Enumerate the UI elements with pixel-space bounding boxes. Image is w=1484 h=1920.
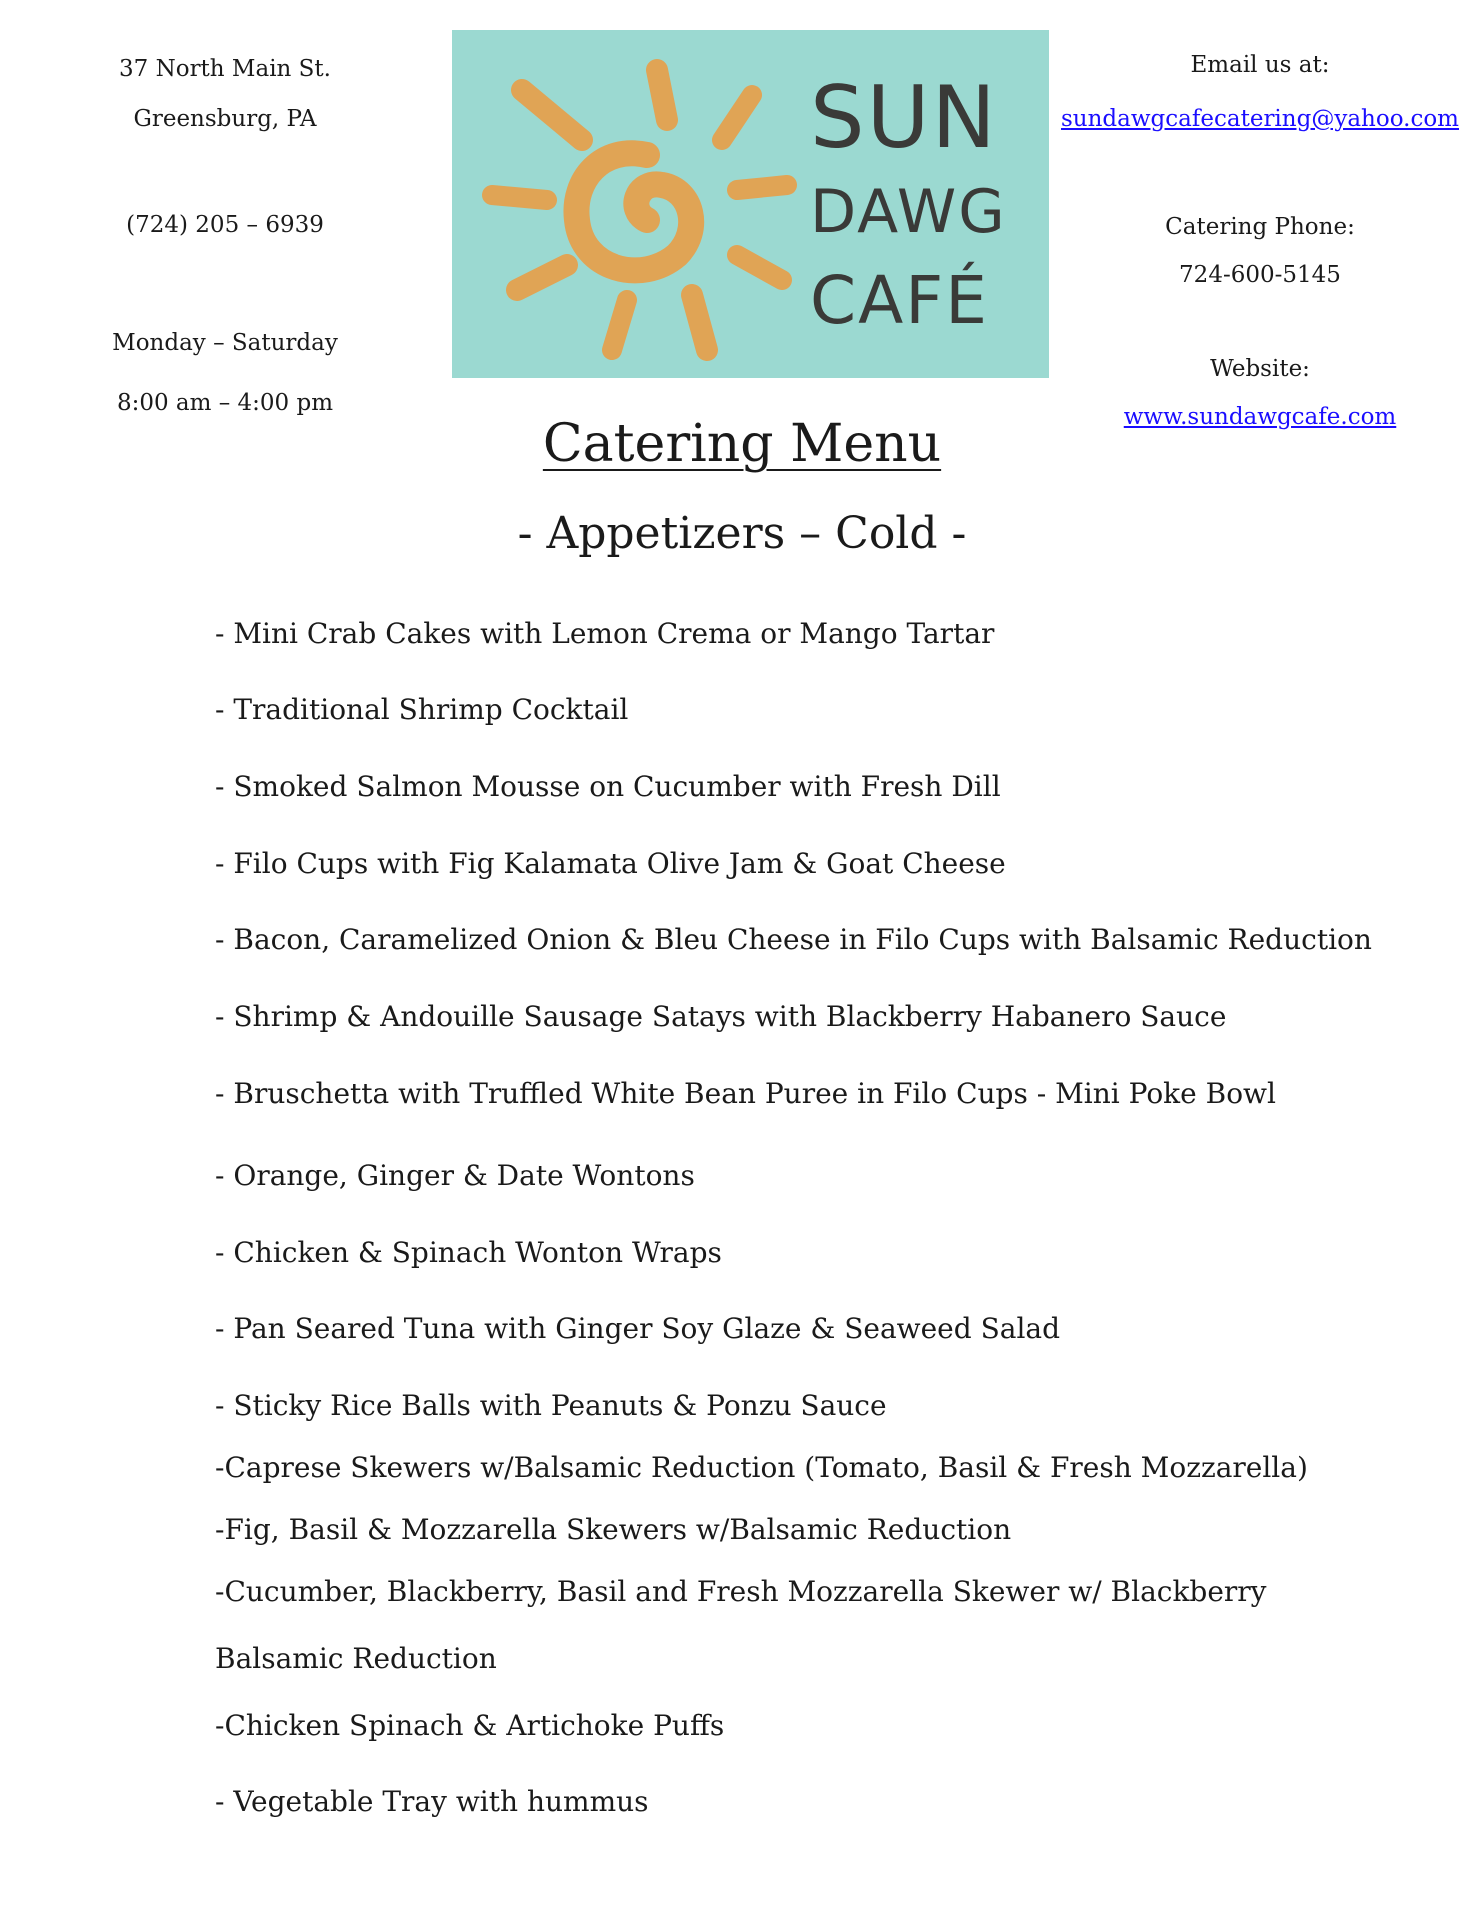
menu-item: - Pan Seared Tuna with Ginger Soy Glaze & Seaweed Salad [215,1312,1061,1345]
menu-item: - Mini Crab Cakes with Lemon Crema or Mango Tartar [215,617,995,650]
page-title-text: Catering Menu [542,414,942,474]
menu-item: - Vegetable Tray with hummus [215,1785,649,1818]
section-heading: - Appetizers – Cold - [517,508,967,559]
street-address: 37 North Main St. [119,56,331,82]
city-state: Greensburg, PA [133,106,317,132]
menu-item: - Smoked Salmon Mousse on Cucumber with Fresh Dill [215,770,1001,803]
menu-item: - Orange, Ginger & Date Wontons [215,1159,695,1192]
cafe-phone: (724) 205 – 6939 [126,212,324,238]
catering-phone: 724-600-5145 [1179,262,1341,288]
menu-item: - Sticky Rice Balls with Peanuts & Ponzu Sauce [215,1389,887,1422]
menu-item: - Filo Cups with Fig Kalamata Olive Jam & Goat Cheese [215,847,1006,880]
menu-item: - Bruschetta with Truffled White Bean Puree in Filo Cups - Mini Poke Bowl [215,1077,1276,1110]
menu-item: - Shrimp & Andouille Sausage Satays with Blackberry Habanero Sauce [215,1000,1227,1033]
menu-item: Balsamic Reduction [215,1642,497,1675]
menu-item: - Bacon, Caramelized Onion & Bleu Cheese in Filo Cups with Balsamic Reduction [215,923,1372,956]
menu-item: -Fig, Basil & Mozzarella Skewers w/Balsamic Reduction [215,1513,1012,1546]
sun-dawg-cafe-logo [452,30,1049,378]
catering-phone-label: Catering Phone: [1165,214,1355,240]
logo-word-sun: SUN [810,68,998,168]
open-days: Monday – Saturday [112,330,338,356]
menu-item: - Traditional Shrimp Cocktail [215,693,629,726]
email-label: Email us at: [1190,52,1330,78]
website-label: Website: [1210,356,1310,382]
menu-item: -Chicken Spinach & Artichoke Puffs [215,1709,725,1742]
menu-item: -Caprese Skewers w/Balsamic Reduction (Tomato, Basil & Fresh Mozzarella) [215,1451,1308,1484]
logo-word-cafe: CAFÉ [810,262,989,339]
open-hours: 8:00 am – 4:00 pm [116,390,334,416]
website-link[interactable]: www.sundawgcafe.com [1123,404,1397,430]
email-link[interactable]: sundawgcafecatering@yahoo.com [1061,106,1459,132]
menu-item: -Cucumber, Blackberry, Basil and Fresh Mozzarella Skewer w/ Blackberry [215,1575,1267,1608]
logo-word-dawg: DAWG [810,177,1007,247]
menu-item: - Chicken & Spinach Wonton Wraps [215,1236,722,1269]
